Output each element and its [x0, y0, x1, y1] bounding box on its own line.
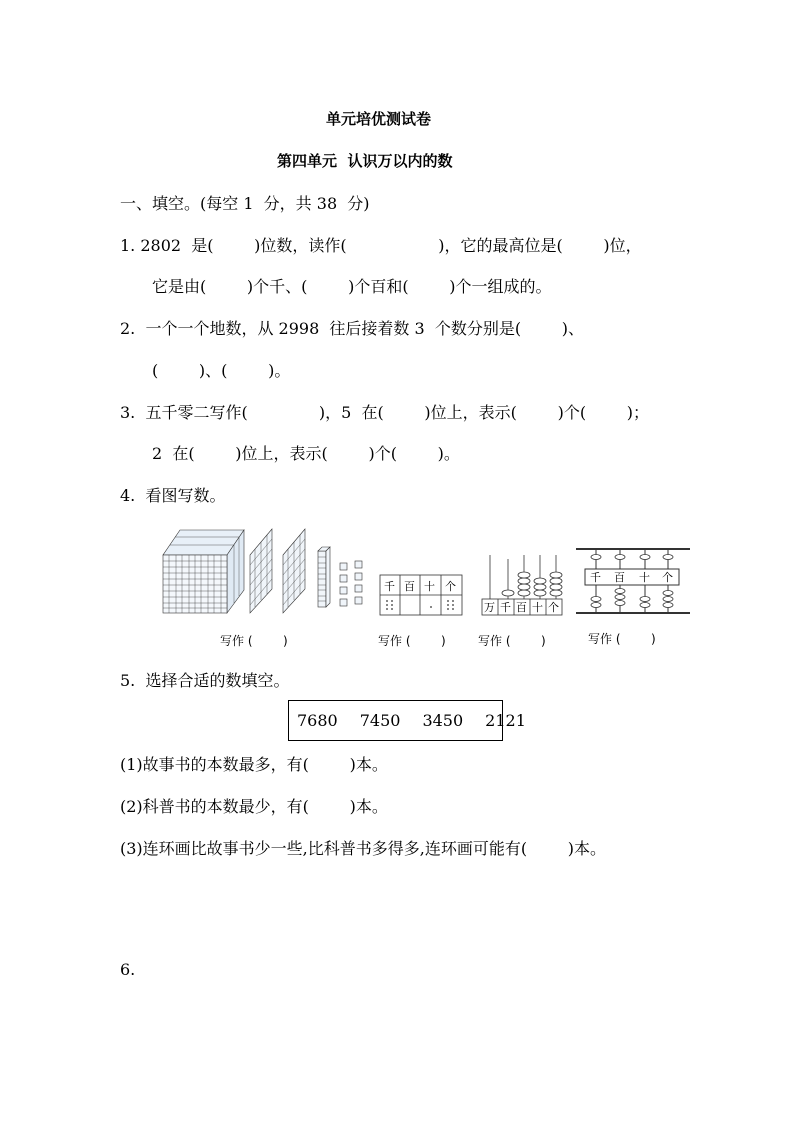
abacus3-label-qian: 千: [590, 571, 601, 584]
section-heading: 一、填空。(每空 1 分，共 38 分): [120, 194, 370, 213]
table-label-ge: 个: [445, 580, 456, 593]
hundred-flat-icon: [250, 529, 272, 613]
write-caption-1: 写作 ( ): [220, 634, 288, 648]
question-3-line-1: 3. 五千零二写作( )，5 在( )位上，表示( )个( )；: [120, 403, 649, 422]
table-label-bai: 百: [404, 580, 415, 593]
page-title: 单元培优测试卷: [326, 110, 432, 128]
question-5-prompt: 5. 选择合适的数填空。: [120, 671, 290, 690]
number-choice: 2121: [485, 711, 526, 730]
hundred-flat-icon: [283, 529, 305, 613]
table-label-qian: 千: [384, 580, 395, 593]
number-choice: 7450: [359, 711, 401, 730]
question-2-line-2: ( )、( )。: [152, 361, 291, 380]
number-choice: 7680: [297, 711, 338, 730]
write-caption-2: 写作 ( ): [378, 634, 446, 648]
number-choice: 3450: [422, 711, 464, 730]
abacus-beads: [502, 572, 562, 596]
abacus2-label-qian: 千: [500, 601, 511, 614]
write-caption-4: 写作 ( ): [588, 632, 656, 646]
question-5-sub-1: (1)故事书的本数最多，有( )本。: [120, 755, 388, 774]
question-1-line-2: 它是由( )个千、( )个百和( )个一组成的。: [152, 277, 552, 296]
ten-rod-icon: [318, 547, 330, 607]
abacus3-label-shi: 十: [639, 571, 650, 584]
number-choice-box: [288, 700, 526, 741]
table-label-shi: 十: [424, 580, 435, 593]
question-4-prompt: 4. 看图写数。: [120, 486, 226, 505]
abacus2-label-bai: 百: [516, 601, 527, 614]
abacus2-label-shi: 十: [532, 601, 543, 614]
question-5-sub-3: (3)连环画比故事书少一些,比科普书多得多,连环画可能有( )本。: [120, 839, 607, 858]
question-6-label: 6.: [120, 960, 136, 979]
question-3-line-2: 2 在( )位上，表示( )个( )。: [152, 444, 460, 463]
abacus3-label-ge: 个: [662, 571, 673, 584]
question-5-sub-2: (2)科普书的本数最少，有( )本。: [120, 797, 388, 816]
thousand-cube-icon: [163, 530, 244, 613]
abacus3-label-bai: 百: [614, 571, 625, 584]
page-subtitle: 第四单元 认识万以内的数: [277, 152, 453, 170]
write-caption-3: 写作 ( ): [478, 634, 546, 648]
question-2-line-1: 2. 一个一个地数，从 2998 往后接着数 3 个数分别是( )、: [120, 319, 585, 338]
unit-cube-icon: [340, 561, 362, 606]
question-1-line-1: 1. 2802 是( )位数，读作( )，它的最高位是( )位，: [120, 236, 642, 255]
abacus2-label-wan: 万: [484, 601, 495, 614]
abacus2-label-ge: 个: [548, 601, 559, 614]
